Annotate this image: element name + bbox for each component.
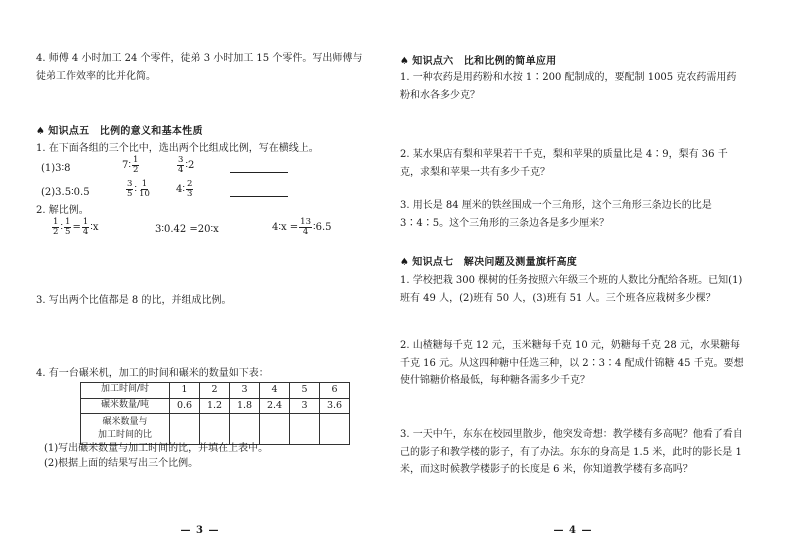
page-4 xyxy=(400,0,800,560)
fraction-numerator: 2 xyxy=(186,179,193,189)
section-7-title: 知识点七 解决问题及测量旗杆高度 xyxy=(412,257,578,268)
spade-icon: ♠ xyxy=(400,257,410,268)
table-cell: 3 xyxy=(230,383,260,399)
table-cell: 1.8 xyxy=(230,398,260,414)
table-cell: 0.6 xyxy=(170,398,200,414)
fraction xyxy=(126,180,133,199)
fraction-numerator: 3 xyxy=(127,179,133,189)
question-4-stem: 4. 有一台碾米机，加工的时间和碾米的数量如下表： xyxy=(36,368,269,379)
fraction-denominator: 10 xyxy=(139,188,150,199)
q1-row1-c-suffix: ∶2 xyxy=(185,159,195,171)
fraction xyxy=(52,218,59,237)
question-3: 3. 用长是 84 厘米的铁丝围成一个三角形，这个三角形三条边长的比是 3∶4∶5。这个三角形的三条边各是多少厘米？ xyxy=(400,200,712,229)
spade-icon: ♠ xyxy=(400,56,410,67)
table-header-time: 加工时间/时 xyxy=(81,383,170,399)
table-header-amount: 碾米数量/吨 xyxy=(81,398,170,414)
variable-x: x xyxy=(92,221,99,233)
section-6-heading xyxy=(400,54,556,70)
table-header-ratio xyxy=(81,414,170,444)
q2-equation-1: $\frac{1}{2}$ ∶ $\frac{1}{5}$ = $\frac{1}{4}$ ∶x xyxy=(53,217,99,237)
q1-row1-label: (1)3∶8 xyxy=(41,163,71,174)
fraction-denominator: 2 xyxy=(132,164,139,175)
fraction xyxy=(186,180,193,199)
q1-row2-ratio-c xyxy=(176,180,194,199)
page-number: — 4 — xyxy=(553,524,593,536)
table-cell: 3.6 xyxy=(320,398,350,414)
question-1: 1. 一种农药是用药粉和水按 1∶200 配制成的，要配制 1005 克农药需用药粉和水各多少克？ xyxy=(400,72,737,101)
answer-blank-1[interactable] xyxy=(230,160,288,176)
ratio-header-line-1: 碾米数量与 xyxy=(102,417,148,428)
question-1-stem: 1. 在下面各组的三个比中，选出两个比组成比例，写在横线上。 xyxy=(36,143,319,154)
table-cell: 1.2 xyxy=(200,398,230,414)
answer-cell[interactable] xyxy=(320,414,350,444)
answer-cell[interactable] xyxy=(170,414,200,444)
section-6-title: 知识点六 比和比例的简单应用 xyxy=(412,56,557,67)
spade-icon: ♠ xyxy=(36,126,46,137)
answer-cell[interactable] xyxy=(230,414,260,444)
q1-row2-ratio-b: $\frac{3}{5}$ ∶ $\frac{1}{10}$ xyxy=(127,179,150,199)
question-4-sub-1: (1)写出碾米数量与加工时间的比，并填在上表中。 xyxy=(44,443,269,454)
table-row xyxy=(81,398,350,414)
q1-row2-c-prefix: 4∶ xyxy=(176,183,185,195)
question-2-stem: 2. 解比例。 xyxy=(36,205,89,216)
q2-e3-suffix: ∶6.5 xyxy=(313,221,332,233)
fraction-denominator: 5 xyxy=(127,188,133,199)
section-5-heading xyxy=(36,124,203,140)
fraction-numerator: 1 xyxy=(65,217,71,227)
fraction xyxy=(64,218,71,237)
table-cell: 5 xyxy=(290,383,320,399)
question-3: 3. 写出两个比值都是 8 的比，并组成比例。 xyxy=(36,295,232,306)
processing-table xyxy=(80,382,350,445)
answer-cell[interactable] xyxy=(260,414,290,444)
fraction-denominator: 4 xyxy=(302,226,309,237)
q1-row1-ratio-c xyxy=(176,156,194,175)
table-cell: 4 xyxy=(260,383,290,399)
fraction xyxy=(177,156,184,175)
q2-e3-prefix: 4∶x = xyxy=(272,221,299,233)
table-row xyxy=(81,414,350,444)
answer-blank-2[interactable] xyxy=(230,184,288,200)
question-4-sub-2: (2)根据上面的结果写出三个比例。 xyxy=(44,458,199,469)
fraction-denominator: 4 xyxy=(178,164,184,175)
fraction xyxy=(132,156,139,175)
fraction xyxy=(299,218,312,237)
question-2: 2. 某水果店有梨和苹果若干千克，梨和苹果的质量比是 4∶9，梨有 36 千克，求梨和苹果一共有多少千克？ xyxy=(400,149,728,178)
fraction-denominator: 5 xyxy=(65,226,71,237)
q1-row1-ratio-b xyxy=(122,156,140,175)
fraction-numerator: 1 xyxy=(141,179,148,189)
question-7-2: 2. 山楂糖每千克 12 元，玉米糖每千克 10 元，奶糖每千克 28 元，水果糖每千克 16 元。从这四种糖中任选三种，以 2∶3∶4 配成什锦糖 45 千克。要想使什锦糖价格最低，每种糖各需多少千克？ xyxy=(400,340,744,386)
page-number: — 3 — xyxy=(180,524,220,536)
table-cell: 6 xyxy=(320,383,350,399)
table-cell: 1 xyxy=(170,383,200,399)
fraction-numerator: 1 xyxy=(82,217,89,227)
fraction-denominator: 4 xyxy=(82,226,89,237)
fraction-numerator: 1 xyxy=(132,155,139,165)
question-7-3: 3. 一天中午，东东在校园里散步，他突发奇想：教学楼有多高呢？他看了看自己的影子和教学楼的影子，有了办法。东东的身高是 1.5 米，此时的影长是 1 米，而这时候教学楼影子的长度是 6 米，你知道教学楼有多高吗？ xyxy=(400,429,743,475)
table-cell: 3 xyxy=(290,398,320,414)
fraction-denominator: 2 xyxy=(53,226,59,237)
answer-cell[interactable] xyxy=(290,414,320,444)
fraction-denominator: 3 xyxy=(186,188,193,199)
q1-row2-label: (2)3.5∶0.5 xyxy=(41,187,90,198)
question-4-efficiency: 4. 师傅 4 小时加工 24 个零件，徒弟 3 小时加工 15 个零件。写出师傅与徒弟工作效率的比并化简。 xyxy=(36,53,363,82)
section-7-heading xyxy=(400,255,577,271)
table-row xyxy=(81,383,350,399)
answer-cell[interactable] xyxy=(200,414,230,444)
fraction-numerator: 1 xyxy=(53,217,59,227)
q2-equation-3 xyxy=(272,218,332,237)
fraction-numerator: 13 xyxy=(300,217,311,227)
processing-table-wrap xyxy=(80,382,350,445)
table-cell: 2.4 xyxy=(260,398,290,414)
question-7-1: 1. 学校把栽 300 棵树的任务按照六年级三个班的人数比分配给各班。已知(1)班有 49 人，(2)班有 50 人，(3)班有 51 人。三个班各应栽树多少棵？ xyxy=(400,275,743,304)
fraction-numerator: 3 xyxy=(178,155,184,165)
q1-row1-b-prefix: 7∶ xyxy=(122,159,131,171)
fraction xyxy=(138,180,151,199)
table-cell: 2 xyxy=(200,383,230,399)
fraction xyxy=(82,218,89,237)
section-5-title: 知识点五 比例的意义和基本性质 xyxy=(48,126,203,137)
ratio-header-line-2: 加工时间的比 xyxy=(97,430,152,441)
q2-equation-2: 3∶0.42 =20∶x xyxy=(155,224,219,235)
